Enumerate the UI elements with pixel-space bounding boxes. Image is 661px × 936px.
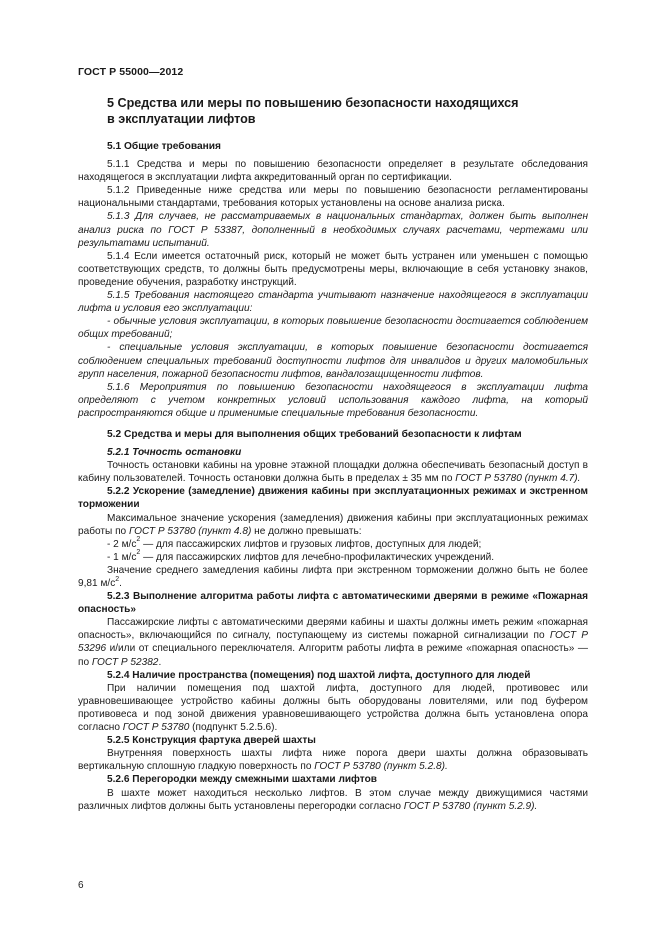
standard-reference: ГОСТ Р 53780 (122, 722, 190, 734)
paragraph-5-1-4: 5.1.4 Если имеется остаточный риск, который не может быть устранен или уменьшен с помощью соответствующих средств, то должны быть предусмотрены меры, включающие в себя установку знаков, проведение обучения, разработку инструкций. (78, 250, 588, 288)
clause-5-2-1-title: 5.2.1 Точность остановки (107, 447, 242, 459)
document-body (78, 140, 588, 813)
list-item-normal-conditions: - обычные условия эксплуатации, в которых повышение безопасности достигается соблюдением общих требований; (78, 316, 588, 341)
standard-reference: ГОСТ Р 53780 (пункт 4.8) (128, 525, 252, 537)
clause-5-2-5-title: 5.2.5 Конструкция фартука дверей шахты (107, 735, 316, 747)
clause-5-2-3-title: 5.2.3 Выполнение алгоритма работы лифта с автоматическими дверями в режиме «Пожарная опасность» (78, 591, 588, 616)
subsection-5-1-title: 5.1 Общие требования (107, 141, 221, 152)
section-5-title (107, 95, 577, 127)
paragraph-5-2-2: Максимальное значение ускорения (замедления) движения кабины при эксплуатационных режимах работы по ГОСТ Р 53780 (пункт 4.8) не должно превышать: (78, 512, 588, 537)
section-5-title-line2: в эксплуатации лифтов (107, 112, 256, 126)
paragraph-5-2-6: В шахте может находиться несколько лифтов. В этом случае между движущимися частями различных лифтов должны быть установлены перегородки согласно ГОСТ Р 53780 (пункт 5.2.9). (78, 787, 588, 812)
clause-5-2-2-title: 5.2.2 Ускорение (замедление) движения кабины при эксплуатационных режимах и экстренном торможении (78, 486, 588, 511)
document-header: ГОСТ Р 55000—2012 (78, 66, 184, 78)
paragraph-5-1-6: 5.1.6 Мероприятия по повышению безопасности находящегося в эксплуатации лифта определяют с учетом конкретных условий использования каждого лифта, на который распространяются общие и применимые специальные требования безопасности. (78, 381, 588, 419)
page-number: 6 (78, 880, 84, 891)
subsection-5-2-title: 5.2 Средства и меры для выполнения общих требований безопасности к лифтам (107, 428, 522, 440)
standard-reference: ГОСТ Р 53780 (пункт 5.2.8). (314, 761, 448, 773)
paragraph-5-2-3: Пассажирские лифты с автоматическими дверями кабины и шахты должны иметь режим «пожарная опасность», включающийся по сигналу, поступающему из системы пожарной сигнализации по ГОСТ Р 53296 и/или от специального переключателя. Алгоритм работы лифта в режиме «пожарная опасность» — по ГОСТ Р 52382. (78, 617, 588, 668)
paragraph-5-2-4: При наличии помещения под шахтой лифта, доступного для людей, противовес или уравновешивающее устройство кабины должны быть оборудованы ловителями, или под буфером противовеса и под зоной движения уравновешивающего устройства должна быть установлена опора согласно ГОСТ Р 53780 (подпункт 5.2.5.6). (78, 682, 588, 734)
paragraph-5-2-1: Точность остановки кабины на уровне этажной площадки должна обеспечивать безопасный доступ в кабину пользователей. Точность остановки должна быть в пределах ± 35 мм по ГОСТ Р 53780 (пункт 4.7). (78, 460, 588, 485)
list-item-special-conditions: - специальные условия эксплуатации, в которых повышение безопасности достигается соблюдением специальных требований доступности лифтов для инвалидов и других маломобильных групп населения, пожарной безопасности лифтов, вандалозащищенности лифтов. (78, 342, 588, 380)
paragraph-5-1-5: 5.1.5 Требования настоящего стандарта учитывают назначение находящегося в эксплуатации лифта и условия его эксплуатации: (78, 290, 588, 315)
paragraph-5-1-2: 5.1.2 Приведенные ниже средства или меры по повышению безопасности регламентированы национальными стандартами, требования которых установлены на основе анализа риска. (78, 185, 588, 210)
list-item-acceleration-1: - 2 $м/с^2$ — для пассажирских лифтов и грузовых лифтов, доступных для людей; (107, 536, 482, 550)
list-item-acceleration-2: - 1 $м/с^2$ — для пассажирских лифтов для лечебно-профилактических учреждений. (107, 549, 495, 563)
standard-reference: ГОСТ Р 53780 (пункт 4.7). (455, 473, 581, 485)
paragraph-5-2-5: Внутренняя поверхность шахты лифта ниже порога двери шахты должна образовывать вертикальную сплошную гладкую поверхность по ГОСТ Р 53780 (пункт 5.2.8). (78, 748, 588, 773)
standard-reference: ГОСТ Р 52382 (91, 656, 159, 668)
clause-5-2-4-title: 5.2.4 Наличие пространства (помещения) под шахтой лифта, доступного для людей (107, 669, 531, 681)
standard-reference: ГОСТ Р 53296 (78, 630, 588, 655)
standard-reference: ГОСТ Р 53780 (пункт 5.2.9). (403, 800, 538, 812)
paragraph-5-1-1: 5.1.1 Средства и меры по повышению безопасности определяет в результате обследования находящегося в эксплуатации лифта аккредитованный орган по сертификации. (78, 159, 588, 184)
paragraph-emergency-deceleration: Значение среднего замедления кабины лифта при экстренном торможении должно быть не более 9,81 $м/с^2$. (78, 564, 588, 589)
paragraph-5-1-3: 5.1.3 Для случаев, не рассматриваемых в национальных стандартах, должен быть выполнен анализ риска по ГОСТ Р 53387, дополненный в необходимых случаях расчетами, чертежами или результатами испытаний. (78, 211, 588, 249)
section-5-title-line1: 5 Средства или меры по повышению безопасности находящихся (107, 96, 519, 110)
clause-5-2-6-title: 5.2.6 Перегородки между смежными шахтами лифтов (107, 774, 377, 786)
